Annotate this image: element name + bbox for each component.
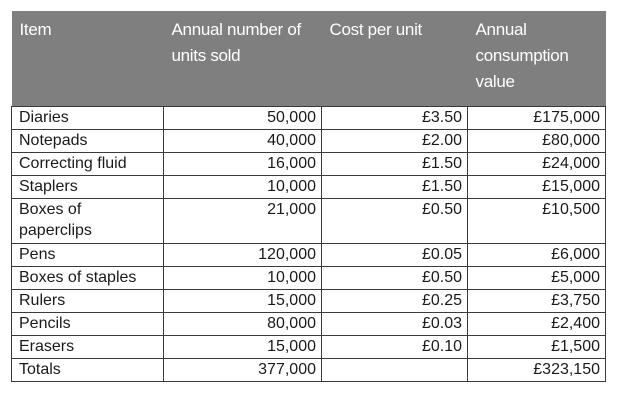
totals-row bbox=[12, 359, 606, 382]
cell-total-consumption-value: £323,150 bbox=[468, 359, 606, 382]
cell-item: Pens bbox=[12, 244, 164, 267]
cell-cost-per-unit: £0.03 bbox=[322, 313, 468, 336]
table-row bbox=[12, 107, 606, 130]
table-row bbox=[12, 153, 606, 176]
cell-cost-per-unit: £0.25 bbox=[322, 290, 468, 313]
cell-item: Staplers bbox=[12, 176, 164, 199]
cell-units-sold: 16,000 bbox=[164, 153, 322, 176]
cell-consumption-value: £1,500 bbox=[468, 336, 606, 359]
cell-item: Pencils bbox=[12, 313, 164, 336]
cell-consumption-value: £24,000 bbox=[468, 153, 606, 176]
cell-consumption-value: £2,400 bbox=[468, 313, 606, 336]
table-row bbox=[12, 267, 606, 290]
cell-cost-per-unit: £0.10 bbox=[322, 336, 468, 359]
consumption-value-table bbox=[11, 11, 606, 382]
table-row bbox=[12, 244, 606, 267]
cell-consumption-value: £10,500 bbox=[468, 199, 606, 244]
table-header bbox=[12, 11, 606, 107]
cell-item: Diaries bbox=[12, 107, 164, 130]
cell-item: Correcting fluid bbox=[12, 153, 164, 176]
header-row bbox=[12, 11, 606, 107]
cell-units-sold: 10,000 bbox=[164, 267, 322, 290]
table-row bbox=[12, 199, 606, 244]
table-body bbox=[12, 107, 606, 382]
cell-cost-per-unit-empty bbox=[322, 359, 468, 382]
cell-item: Boxes of paperclips bbox=[12, 199, 164, 244]
table-row bbox=[12, 130, 606, 153]
cell-units-sold: 40,000 bbox=[164, 130, 322, 153]
cell-units-sold: 80,000 bbox=[164, 313, 322, 336]
cell-cost-per-unit: £0.50 bbox=[322, 199, 468, 244]
cell-item: Boxes of staples bbox=[12, 267, 164, 290]
cell-cost-per-unit: £2.00 bbox=[322, 130, 468, 153]
cell-consumption-value: £80,000 bbox=[468, 130, 606, 153]
cell-consumption-value: £15,000 bbox=[468, 176, 606, 199]
cell-consumption-value: £175,000 bbox=[468, 107, 606, 130]
cell-cost-per-unit: £0.05 bbox=[322, 244, 468, 267]
cell-total-units-sold: 377,000 bbox=[164, 359, 322, 382]
cell-consumption-value: £6,000 bbox=[468, 244, 606, 267]
cell-item: Rulers bbox=[12, 290, 164, 313]
cell-cost-per-unit: £3.50 bbox=[322, 107, 468, 130]
header-units-sold: Annual number of units sold bbox=[164, 11, 322, 107]
cell-units-sold: 120,000 bbox=[164, 244, 322, 267]
cell-consumption-value: £3,750 bbox=[468, 290, 606, 313]
cell-units-sold: 21,000 bbox=[164, 199, 322, 244]
cell-item: Notepads bbox=[12, 130, 164, 153]
cell-units-sold: 15,000 bbox=[164, 336, 322, 359]
table-row bbox=[12, 313, 606, 336]
consumption-table-container bbox=[11, 11, 605, 382]
cell-units-sold: 50,000 bbox=[164, 107, 322, 130]
cell-totals-label: Totals bbox=[12, 359, 164, 382]
cell-consumption-value: £5,000 bbox=[468, 267, 606, 290]
header-consumption-value: Annual consumption value bbox=[468, 11, 606, 107]
table-row bbox=[12, 336, 606, 359]
cell-cost-per-unit: £1.50 bbox=[322, 153, 468, 176]
cell-units-sold: 15,000 bbox=[164, 290, 322, 313]
cell-cost-per-unit: £1.50 bbox=[322, 176, 468, 199]
cell-cost-per-unit: £0.50 bbox=[322, 267, 468, 290]
table-row bbox=[12, 176, 606, 199]
cell-item: Erasers bbox=[12, 336, 164, 359]
header-item: Item bbox=[12, 11, 164, 107]
cell-units-sold: 10,000 bbox=[164, 176, 322, 199]
table-row bbox=[12, 290, 606, 313]
header-cost-per-unit: Cost per unit bbox=[322, 11, 468, 107]
